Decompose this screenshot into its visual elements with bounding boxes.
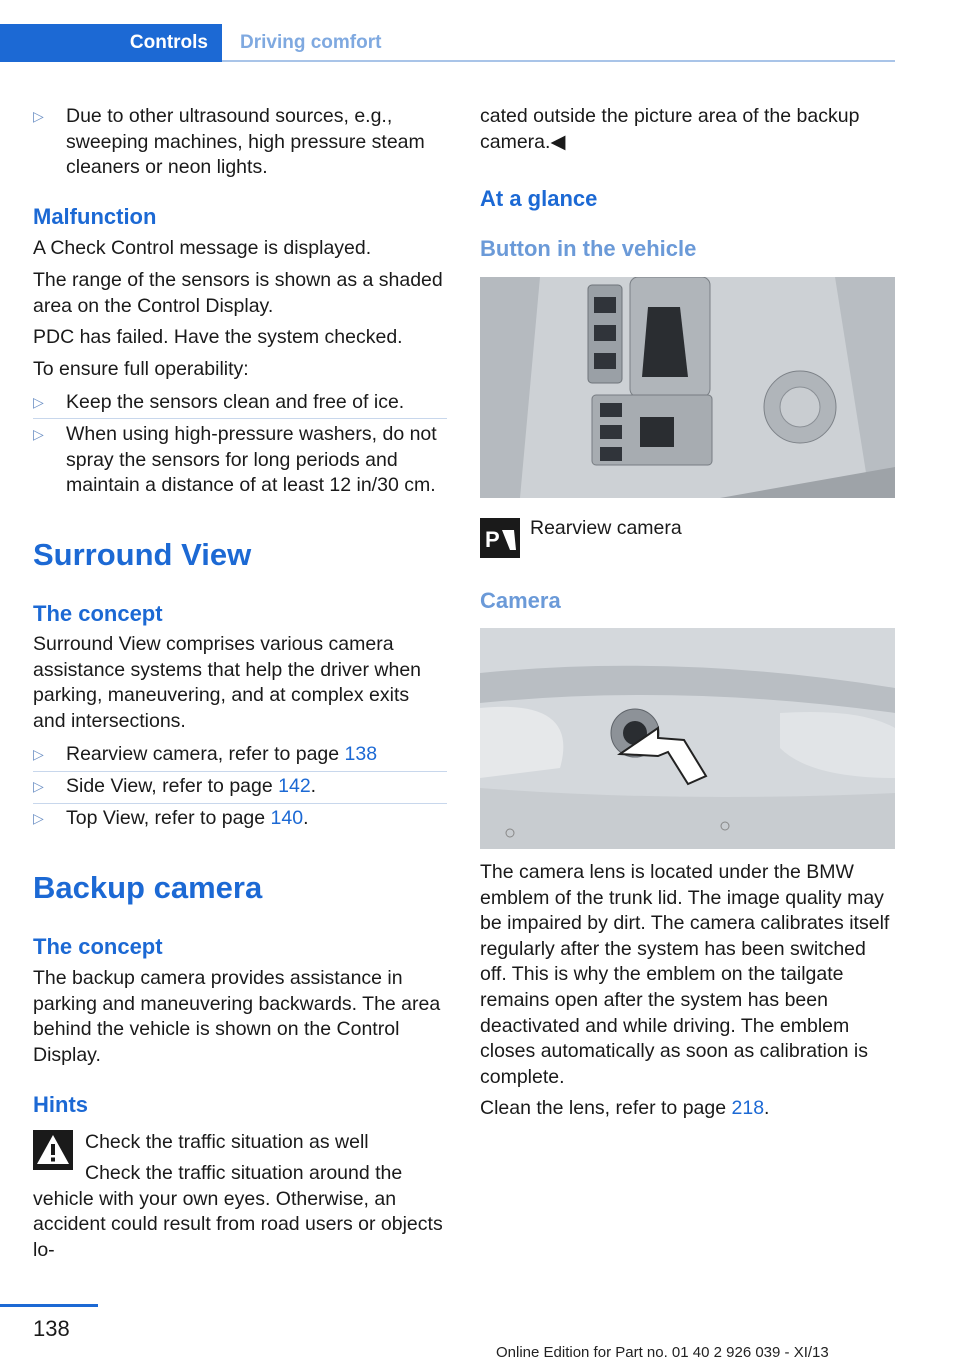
list-item-text: Rearview camera, refer to page [66, 743, 345, 765]
warning-text: Check the traffic situation around the vehicle with your own eyes. Otherwise, an accident could result from road users or objects lo- [33, 1162, 443, 1261]
page-link-138[interactable]: 138 [344, 743, 378, 765]
console-illustration [480, 277, 895, 498]
rearview-camera-label: Rearview camera [530, 517, 682, 539]
tab-controls[interactable]: Controls [0, 24, 222, 62]
tab-driving-comfort[interactable]: Driving comfort [240, 32, 382, 53]
camera-heading: Camera [480, 588, 561, 613]
list-item-text: When using high-pressure washers, do not spray the sensors for long periods and maintain a distance of at least 12 in/30 cm. [66, 423, 437, 497]
paragraph: The range of the sensors is shown as a shaded area on the Control Display. [33, 269, 443, 317]
list-item-text: Top View, refer to page [66, 807, 271, 829]
rearview-camera-icon [480, 518, 520, 558]
paragraph: The camera lens is located under the BMW emblem of the trunk lid. The image quality may be impaired by dirt. The camera calibrates itself regularly after the system has been switched off. This is why the emblem on the tailgate remains open after the system has been deactivated and while driving. The emblem closes automatically as soon as calibration is complete. [480, 861, 890, 1088]
page-number: 138 [33, 1316, 70, 1341]
at-a-glance-heading: At a glance [480, 186, 598, 211]
list-item-text: Side View, refer to page [66, 775, 279, 797]
triangle-bullet-icon: ▷ [33, 394, 44, 410]
malfunction-heading: Malfunction [33, 204, 157, 229]
triangle-bullet-icon: ▷ [33, 746, 44, 762]
trunk-illustration [480, 628, 895, 849]
triangle-bullet-icon: ▷ [33, 810, 44, 826]
surround-concept-heading: The concept [33, 601, 163, 626]
page-link-218[interactable]: 218 [731, 1097, 765, 1119]
backup-concept-heading: The concept [33, 934, 163, 959]
list-item [33, 742, 448, 768]
divider [33, 418, 447, 419]
list-item [33, 422, 448, 499]
paragraph: The backup camera provides assistance in parking and maneuvering backwards. The area behind the vehicle is shown on the Control Display. [33, 967, 441, 1066]
backup-camera-heading: Backup camera [33, 870, 263, 905]
list-item [33, 104, 448, 181]
punctuation: . [310, 775, 317, 797]
section-tabs [0, 24, 895, 62]
divider [33, 771, 447, 772]
triangle-bullet-icon: ▷ [33, 426, 44, 442]
button-in-vehicle-heading: Button in the vehicle [480, 236, 697, 261]
list-item-text: Keep the sensors clean and free of ice. [66, 391, 405, 413]
punctuation: . [764, 1097, 770, 1119]
punctuation: . [303, 807, 309, 829]
hints-heading: Hints [33, 1092, 88, 1117]
paragraph: A Check Control message is displayed. [33, 237, 372, 259]
console-button-image [480, 277, 895, 498]
trunk-camera-image [480, 628, 895, 849]
tab-underline [222, 60, 895, 62]
divider [33, 803, 447, 804]
paragraph: cated outside the picture area of the backup camera.◀ [480, 105, 860, 153]
list-item [33, 806, 448, 832]
triangle-bullet-icon: ▷ [33, 108, 44, 124]
warning-title: Check the traffic situation as well [85, 1131, 369, 1153]
footer-accent-line [0, 1304, 98, 1307]
edition-text: Online Edition for Part no. 01 40 2 926 039 - XI/13 [496, 1344, 829, 1361]
list-item [33, 390, 448, 416]
page-link-142[interactable]: 142 [278, 775, 311, 797]
list-item-text: Due to other ultrasound sources, e.g., sweeping machines, high pressure steam cleaners or neon lights. [66, 105, 425, 179]
surround-view-heading: Surround View [33, 537, 252, 572]
triangle-bullet-icon: ▷ [33, 778, 44, 794]
paragraph [480, 1096, 896, 1122]
page-link-140[interactable]: 140 [270, 807, 304, 829]
paragraph: Surround View comprises various camera assistance systems that help the driver when parking, maneuvering, and at complex exits and intersections. [33, 633, 422, 732]
clean-lens-text: Clean the lens, refer to page [480, 1097, 732, 1119]
svg-text:P: P [485, 527, 500, 552]
list-item [33, 774, 448, 800]
paragraph: PDC has failed. Have the system checked. [33, 326, 403, 348]
paragraph: To ensure full operability: [33, 358, 249, 380]
